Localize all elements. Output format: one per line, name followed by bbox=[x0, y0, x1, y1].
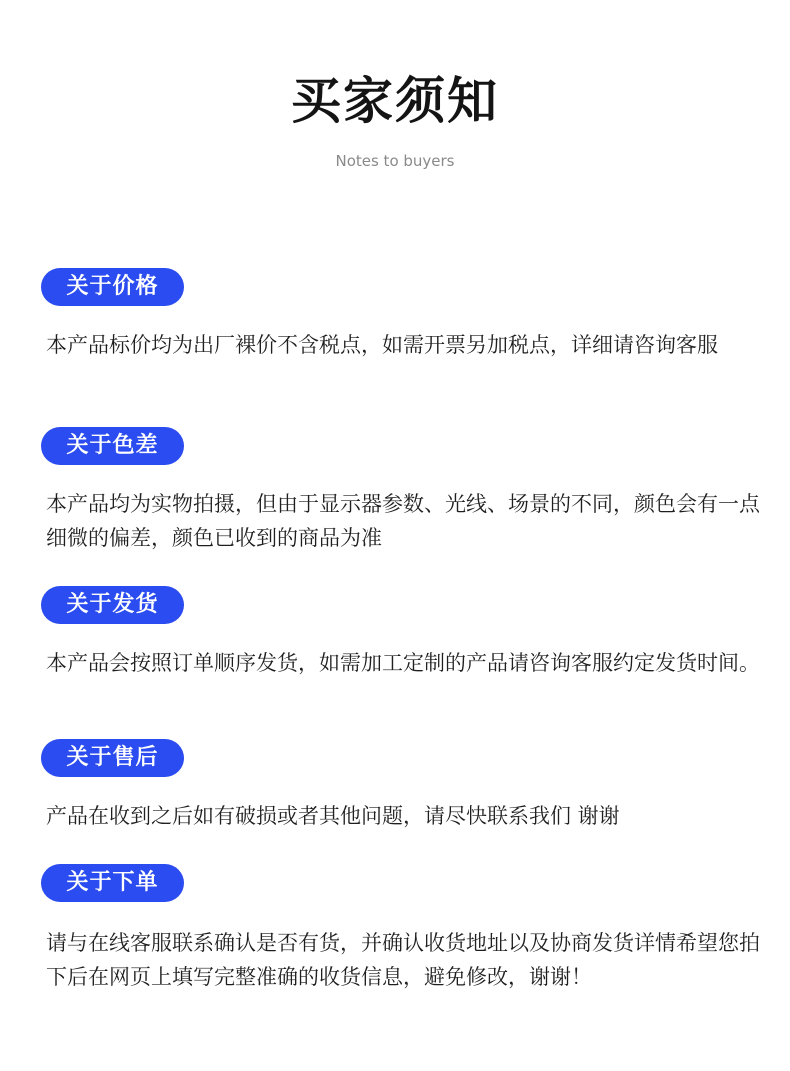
section-heading-color-difference: 关于色差 bbox=[41, 427, 184, 465]
section-shipping bbox=[41, 586, 761, 680]
section-ordering bbox=[41, 864, 761, 994]
section-color-difference bbox=[41, 427, 761, 555]
section-price bbox=[41, 268, 761, 362]
section-text-shipping: 本产品会按照订单顺序发货，如需加工定制的产品请咨询客服约定发货时间。 bbox=[46, 651, 760, 675]
section-after-sales bbox=[41, 739, 761, 833]
page-title: 买家须知 bbox=[291, 72, 499, 130]
section-heading-after-sales: 关于售后 bbox=[41, 739, 184, 777]
section-text-color-difference: 本产品均为实物拍摄，但由于显示器参数、光线、场景的不同，颜色会有一点细微的偏差，颜色已收到的商品为准 bbox=[46, 492, 760, 550]
section-heading-price: 关于价格 bbox=[41, 268, 184, 306]
section-text-price: 本产品标价均为出厂裸价不含税点，如需开票另加税点，详细请咨询客服 bbox=[46, 333, 718, 357]
section-text-after-sales: 产品在收到之后如有破损或者其他问题，请尽快联系我们 谢谢 bbox=[46, 804, 620, 828]
section-text-ordering: 请与在线客服联系确认是否有货，并确认收货地址以及协商发货详情希望您拍下后在网页上填写完整准确的收货信息，避免修改，谢谢！ bbox=[46, 931, 760, 989]
section-heading-ordering: 关于下单 bbox=[41, 864, 184, 902]
page-subtitle: Notes to buyers bbox=[335, 152, 455, 170]
section-heading-shipping: 关于发货 bbox=[41, 586, 184, 624]
